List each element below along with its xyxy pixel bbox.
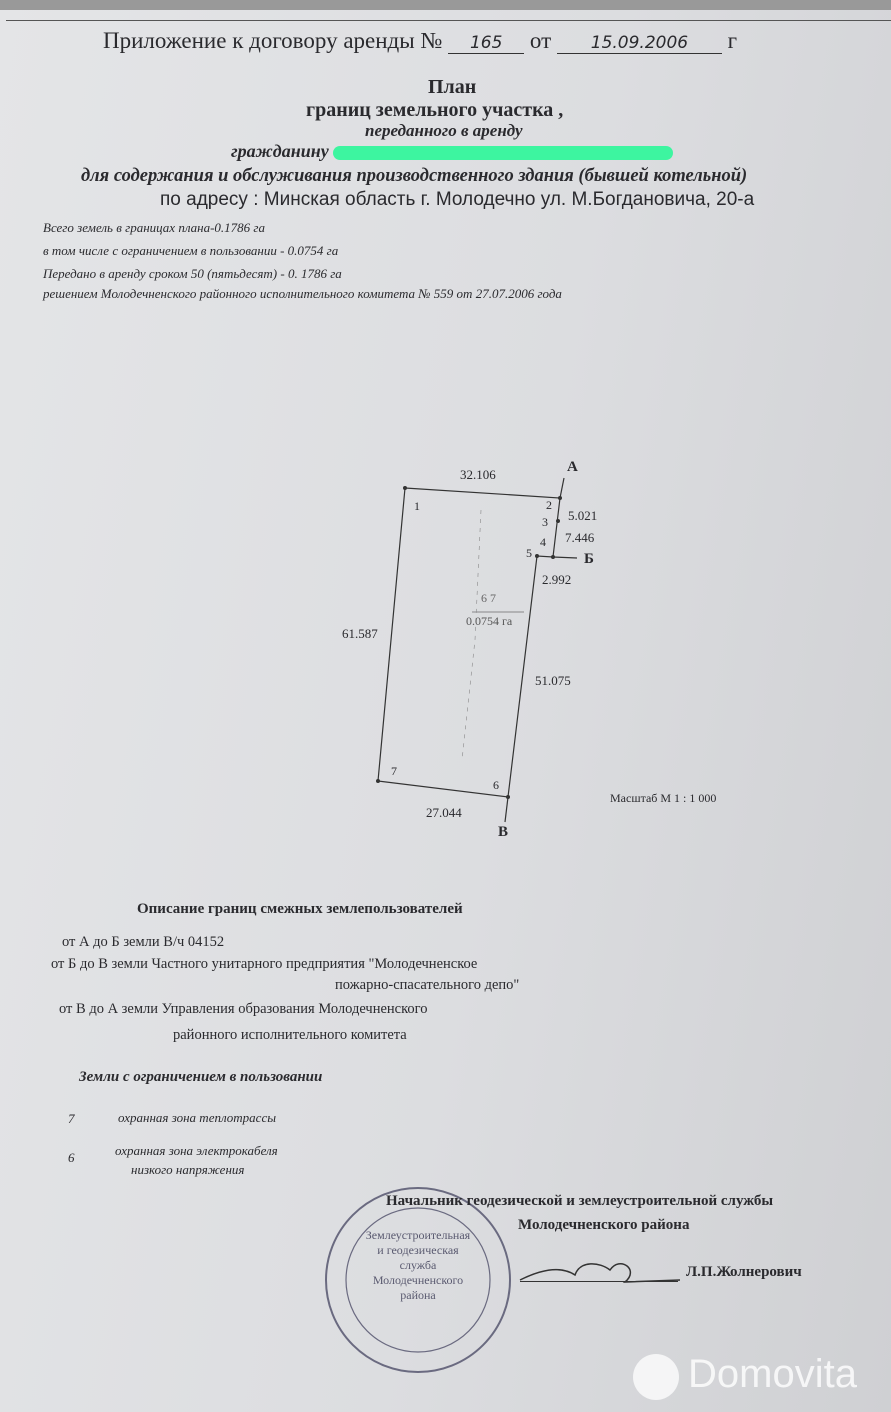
plan-title: План	[428, 76, 477, 98]
info-lease-term: Передано в аренду сроком 50 (пятьдесят) - 0. 1786 га	[43, 266, 342, 281]
vertex	[558, 496, 562, 500]
watermark-logo-icon	[633, 1354, 679, 1400]
zone-dashed-line	[462, 510, 481, 760]
restriction-code: 7	[68, 1111, 75, 1126]
watermark: Domovita	[688, 1352, 857, 1396]
vertex	[556, 519, 560, 523]
plot-vertices	[376, 486, 562, 799]
contract-number: 165	[448, 34, 524, 54]
length-left: 61.587	[342, 626, 378, 641]
length-top: 32.106	[460, 467, 496, 482]
letter-v: В	[498, 824, 509, 840]
description-title: Описание границ смежных землепользователей	[137, 901, 463, 917]
plot-boundary	[378, 488, 560, 797]
line-b	[553, 557, 577, 558]
signatory-region: Молодечненского района	[518, 1217, 690, 1233]
signatory-title: Начальник геодезической и землеустроительной службы	[386, 1193, 774, 1209]
description-line: от А до Б земли В/ч 04152	[62, 934, 225, 950]
signature-line	[520, 1281, 678, 1282]
info-total: Всего земель в границах плана-0.1786 га	[43, 220, 265, 235]
restriction-label: низкого напряжения	[131, 1162, 245, 1177]
point-7: 7	[391, 764, 397, 778]
description-line: от Б до В земли Частного унитарного предприятия "Молодечненское	[51, 956, 478, 972]
restriction-code: 6	[68, 1150, 75, 1165]
signatory-name: Л.П.Жолнерович	[686, 1264, 802, 1280]
point-6: 6	[493, 778, 499, 792]
info-restricted: в том числе с ограничением в пользовании - 0.0754 га	[43, 243, 339, 258]
contract-date: 15.09.2006	[557, 34, 722, 54]
point-3: 3	[542, 515, 548, 529]
stamp-text: Землеустроительная и геодезическая служба Молодечненского района	[365, 1228, 471, 1302]
line-v	[505, 797, 508, 822]
plan-subtitle: границ земельного участка ,	[306, 99, 564, 121]
point-1: 1	[414, 499, 420, 513]
purpose-line: для содержания и обслуживания производственного здания (бывшей котельной)	[81, 166, 748, 186]
info-decision: решением Молодечненского районного исполнительного комитета № 559 от 27.07.2006 года	[43, 286, 562, 301]
header-year-suffix: г	[727, 28, 738, 53]
restriction-label: охранная зона электрокабеля	[115, 1143, 278, 1158]
line-a	[560, 478, 564, 498]
point-4: 4	[540, 535, 546, 549]
length-4-5: 2.992	[542, 572, 572, 587]
zone-codes: 6 7	[481, 591, 496, 605]
letter-a: А	[567, 459, 578, 475]
vertex	[551, 555, 555, 559]
letter-b: Б	[584, 551, 594, 567]
length-3-4: 7.446	[565, 530, 595, 545]
length-right: 51.075	[535, 673, 571, 688]
vertex	[506, 795, 510, 799]
length-2-3: 5.021	[568, 508, 598, 523]
description-line: от В до А земли Управления образования Молодечненского	[59, 1001, 428, 1017]
vertex	[535, 554, 539, 558]
signature-icon	[520, 1264, 680, 1282]
point-5: 5	[526, 546, 532, 560]
tenant-label: гражданину	[231, 141, 329, 161]
vertex	[403, 486, 407, 490]
scale-label: Масштаб М 1 : 1 000	[610, 791, 717, 805]
header-from: от	[529, 28, 552, 53]
length-bottom: 27.044	[426, 805, 462, 820]
description-line: пожарно-спасательного депо"	[335, 977, 520, 993]
zone-area: 0.0754 га	[466, 614, 513, 628]
description-line: районного исполнительного комитета	[173, 1027, 407, 1043]
header-prefix: Приложение к договору аренды №	[103, 28, 443, 53]
restrictions-title: Земли с ограничением в пользовании	[79, 1069, 323, 1085]
plan-transferred: переданного в аренду	[365, 121, 523, 140]
restriction-label: охранная зона теплотрассы	[118, 1110, 277, 1125]
point-2: 2	[546, 498, 552, 512]
address-line: по адресу : Минская область г. Молодечно ул. М.Богдановича, 20-а	[160, 189, 755, 210]
vertex	[376, 779, 380, 783]
